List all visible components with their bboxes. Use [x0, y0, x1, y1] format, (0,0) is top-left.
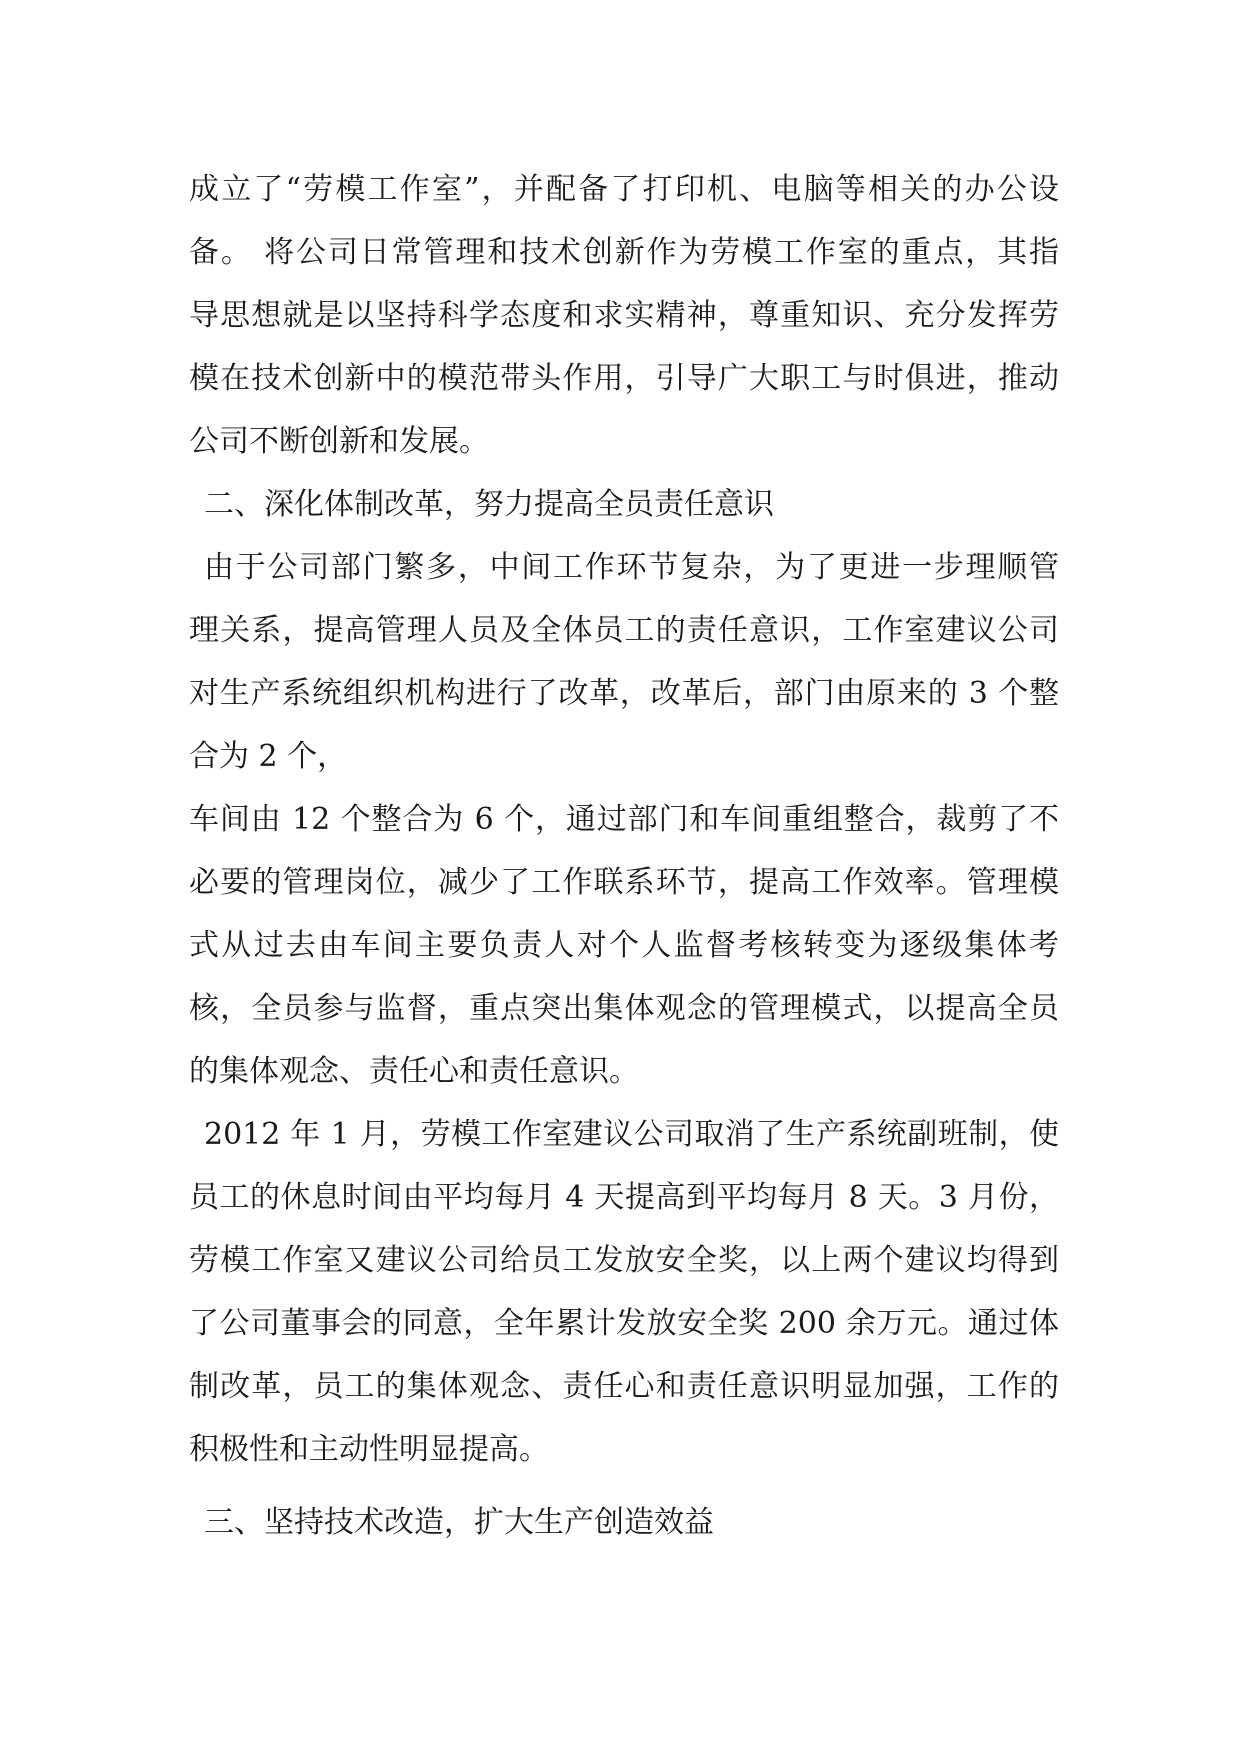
text-line: 制改革，员工的集体观念、责任心和责任意识明显加强，工作的: [189, 1369, 1059, 1404]
text-line: 2012 年 1 月，劳模工作室建议公司取消了生产系统副班制，使: [204, 1117, 1059, 1152]
section-heading-2: 二、深化体制改革，努力提高全员责任意识: [204, 487, 774, 522]
text-line: 车间由 12 个整合为 6 个，通过部门和车间重组整合，裁剪了不: [189, 802, 1059, 837]
text-line: 必要的管理岗位，减少了工作联系环节，提高工作效率。管理模: [189, 865, 1059, 900]
text-line: 成立了“劳模工作室”，并配备了打印机、电脑等相关的办公设: [189, 172, 1059, 207]
text-line: 核，全员参与监督，重点突出集体观念的管理模式，以提高全员: [189, 991, 1059, 1026]
text-line: 的集体观念、责任心和责任意识。: [189, 1054, 639, 1089]
text-line: 积极性和主动性明显提高。: [189, 1432, 549, 1467]
document-body: [189, 158, 1059, 1554]
text-line: 对生产系统组织机构进行了改革，改革后，部门由原来的 3 个整: [189, 676, 1059, 711]
text-line: 了公司董事会的同意，全年累计发放安全奖 200 余万元。通过体: [189, 1306, 1059, 1341]
text-line: 由于公司部门繁多，中间工作环节复杂，为了更进一步理顺管: [204, 550, 1059, 585]
text-line: 式从过去由车间主要负责人对个人监督考核转变为逐级集体考: [189, 928, 1059, 963]
text-line: 公司不断创新和发展。: [189, 424, 489, 459]
paragraph-gap: [189, 1481, 1059, 1491]
text-line: 导思想就是以坚持科学态度和求实精神，尊重知识、充分发挥劳: [189, 298, 1059, 333]
text-line: 合为 2 个，: [189, 739, 348, 774]
text-line: 员工的休息时间由平均每月 4 天提高到平均每月 8 天。3 月份，: [189, 1180, 1059, 1215]
text-line: 模在技术创新中的模范带头作用，引导广大职工与时俱进，推动: [189, 361, 1059, 396]
text-line: 劳模工作室又建议公司给员工发放安全奖，以上两个建议均得到: [189, 1243, 1059, 1278]
text-line: 备。 将公司日常管理和技术创新作为劳模工作室的重点，其指: [189, 235, 1059, 270]
section-heading-3: 三、坚持技术改造，扩大生产创造效益: [204, 1505, 714, 1540]
text-line: 理关系，提高管理人员及全体员工的责任意识，工作室建议公司: [189, 613, 1059, 648]
